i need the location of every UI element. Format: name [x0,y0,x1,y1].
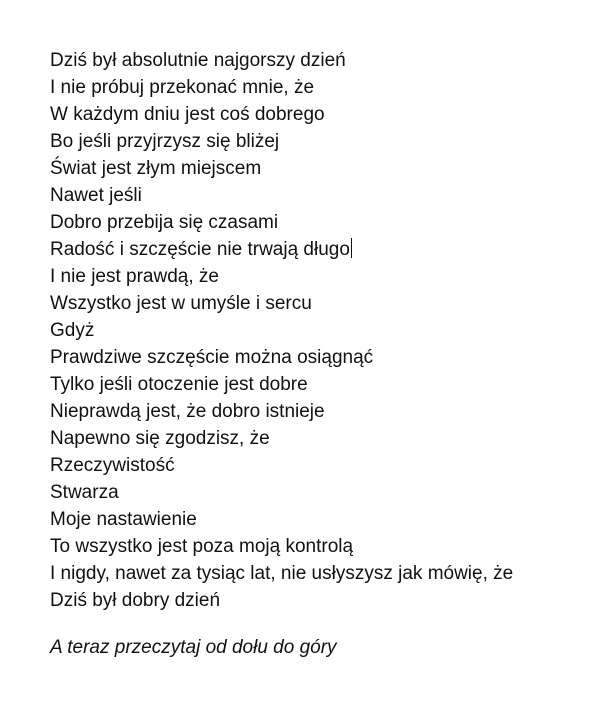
poem-line: Nawet jeśli [50,185,142,206]
poem-line: Nieprawdą jest, że dobro istnieje [50,401,325,422]
poem-line: Moje nastawienie [50,509,197,530]
poem-line: Świat jest złym miejscem [50,158,262,179]
poem-line: I nie jest prawdą, że [50,266,219,287]
poem-line: Dobro przebija się czasami [50,212,279,233]
poem-line: Gdyż [50,320,95,341]
poem-line: Dziś był dobry dzień [50,590,221,611]
poem-text[interactable] [50,47,513,661]
poem-line: To wszystko jest poza moją kontrolą [50,536,354,557]
poem-line: Napewno się zgodzisz, że [50,428,270,449]
poem-footnote: A teraz przeczytaj od dołu do góry [50,637,337,658]
poem-line: I nigdy, nawet za tysiąc lat, nie usłyszysz jak mówię, że [50,563,514,584]
poem-line: W każdym dniu jest coś dobrego [50,104,325,125]
poem-line: Radość i szczęście nie trwają długo [50,239,350,260]
poem-line: Tylko jeśli otoczenie jest dobre [50,374,308,395]
poem-line: Prawdziwe szczęście można osiągnąć [50,347,374,368]
poem-line: I nie próbuj przekonać mnie, że [50,77,315,98]
poem-line-with-cursor [50,236,513,263]
poem-line: Bo jeśli przyjrzysz się bliżej [50,131,280,152]
text-cursor [351,238,352,258]
poem-line: Wszystko jest w umyśle i sercu [50,293,312,314]
poem-line: Stwarza [50,482,119,503]
stanza-spacer [50,614,513,634]
poem-line: Dziś był absolutnie najgorszy dzień [50,50,346,71]
poem-line: Rzeczywistość [50,455,175,476]
